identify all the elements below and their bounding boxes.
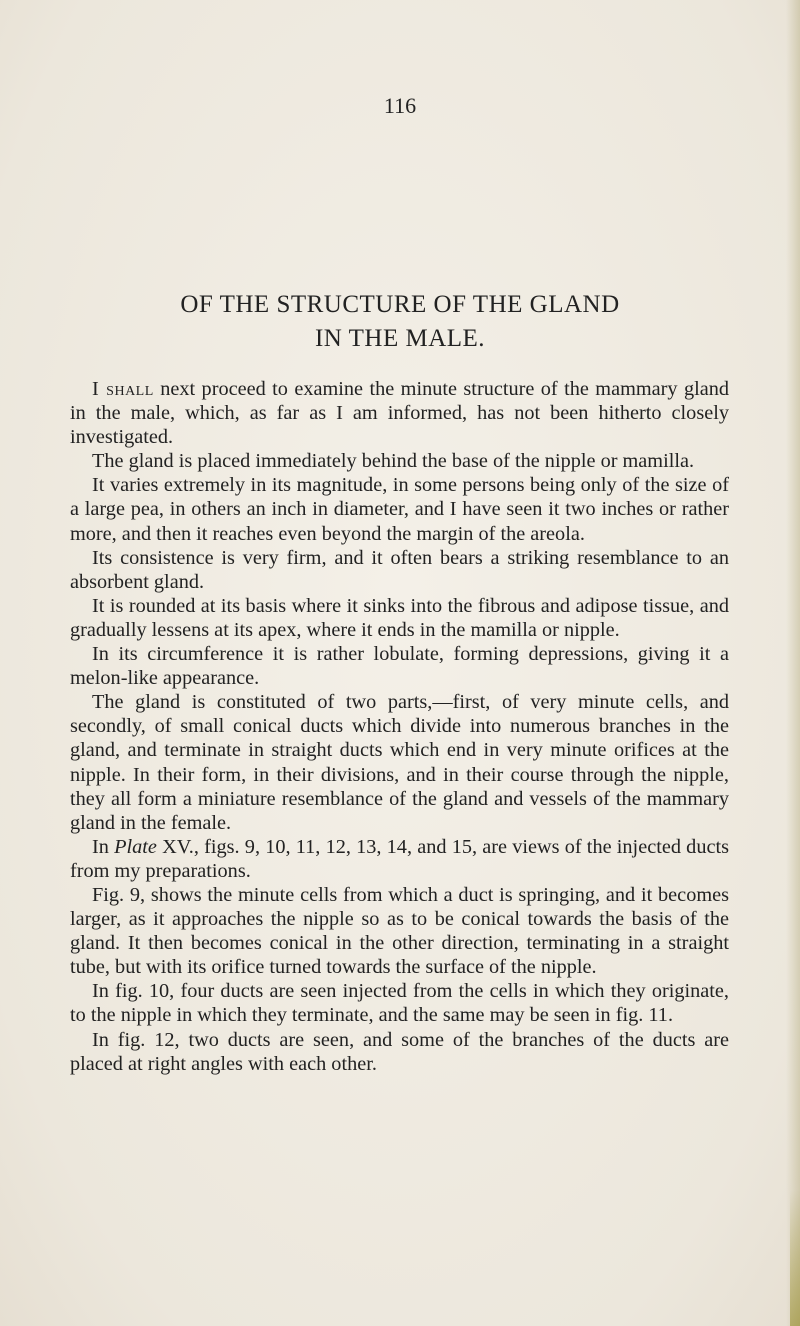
paragraph-11: In fig. 12, two ducts are seen, and some of the branches of the ducts are placed at right angles with each other. — [70, 1028, 729, 1075]
plate-reference: Plate — [114, 835, 157, 858]
paragraph-5: It is rounded at its basis where it sinks into the fibrous and adipose tissue, and gradually lessens at its apex, where it ends in the mamilla or nipple. — [70, 594, 729, 641]
paragraph-6: In its circumference it is rather lobulate, forming depressions, giving it a melon-like appearance. — [70, 643, 729, 690]
paragraph-3: It varies extremely in its magnitude, in some persons being only of the size of a large pea, in others an inch in diameter, and I have seen it two inches or rather more, and then it reaches even beyond the margin of the areola. — [70, 474, 729, 545]
paragraph-4: Its consistence is very firm, and it often bears a striking resemblance to an absorbent gland. — [70, 546, 729, 593]
body-text — [70, 377, 729, 1076]
paragraph-2: The gland is placed immediately behind the base of the nipple or mamilla. — [92, 450, 695, 473]
paragraph-1 — [70, 377, 729, 449]
page-number: 116 — [383, 93, 417, 118]
paragraph-1-text: next proceed to examine the minute structure of the mammary gland in the male, which, as far as I am informed, has not been hitherto closely investigated. — [70, 378, 730, 449]
paragraph-8 — [70, 835, 729, 883]
paragraph-8-text: XV., figs. 9, 10, 11, 12, 13, 14, and 15, are views of the injected ducts from my preparations. — [70, 835, 729, 882]
chapter-title-line-2: IN THE MALE. — [314, 325, 486, 352]
paragraph-1-lead: I shall — [92, 378, 154, 400]
page-edge-shading — [786, 0, 800, 1326]
paragraph-10: In fig. 10, four ducts are seen injected from the cells in which they originate, to the nipple in which they terminate, and the same may be seen in fig. 11. — [70, 980, 729, 1027]
chapter-title — [70, 288, 730, 356]
chapter-title-line-1: OF THE STRUCTURE OF THE GLAND — [180, 291, 620, 318]
page-edge-stain — [790, 1190, 800, 1326]
paragraph-7: The gland is constituted of two parts,—first, of very minute cells, and secondly, of small conical ducts which divide into numerous branches in the gland, and terminate in straight ducts which end in very minute orifices at the nipple. In their form, in their divisions, and in their course through the nipple, they all form a miniature resemblance of the gland and vessels of the mammary gland in the female. — [70, 691, 729, 834]
paragraph-8-lead: In — [92, 835, 115, 858]
paragraph-9: Fig. 9, shows the minute cells from which a duct is springing, and it becomes larger, as it approaches the nipple so as to be conical towards the basis of the gland. It then becomes conical in the other direction, terminating in a straight tube, but with its orifice turned towards the surface of the nipple. — [70, 883, 729, 979]
